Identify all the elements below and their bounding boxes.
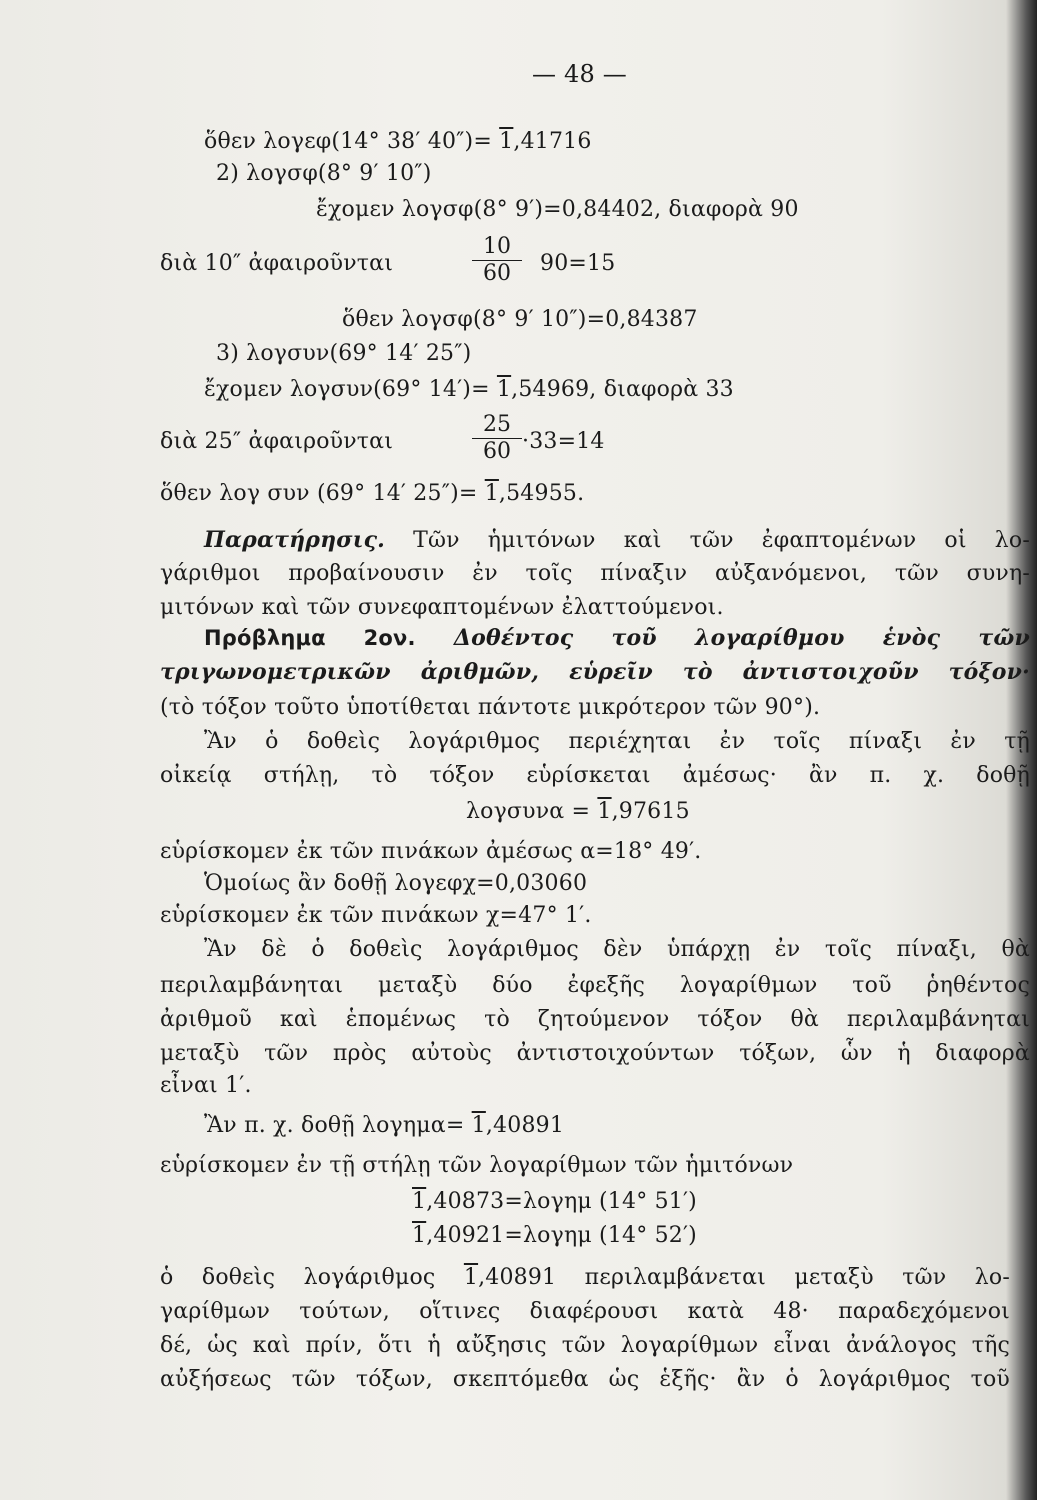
text-segment: ὁ δοθεὶς λογάριθμος — [160, 1265, 464, 1290]
text-line: περιλαμβάνηται μεταξὺ δύο ἐφεξῆς λογαρίθμων τοῦ ῥηθέντος — [160, 973, 1030, 998]
fraction — [472, 234, 522, 287]
text-line: εὑρίσκομεν ἐν τῇ στήλῃ τῶν λογαρίθμων τῶν ἡμιτόνων — [160, 1153, 794, 1178]
text-line: Ἂν ὁ δοθεὶς λογάριθμος περιέχηται ἐν τοῖς πίναξι ἐν τῇ — [204, 729, 1030, 754]
text-line: τριγωνομετρικῶν ἀριθμῶν, εὑρεῖν τὸ ἀντιστοιχοῦν τόξον· — [160, 659, 1030, 685]
text-line: 3) λογσυν(69° 14′ 25″) — [216, 341, 472, 366]
fraction-denominator: 60 — [483, 261, 511, 286]
text-line: Ἂν δὲ ὁ δοθεὶς λογάριθμος δὲν ὑπάρχῃ ἐν τοῖς πίναξι, θὰ — [204, 937, 1030, 962]
text-line: διὰ 25″ ἀφαιροῦνται — [160, 429, 394, 454]
page-number: — 48 — — [532, 60, 627, 88]
overlined-characteristic: 1 — [597, 799, 612, 824]
overlined-characteristic: 1 — [496, 377, 512, 402]
text-line — [204, 1112, 564, 1140]
text-line — [160, 480, 584, 508]
text-segment: Δοθέντος τοῦ λογαρίθμου ἑνὸς τῶν — [415, 625, 1030, 651]
text-line — [204, 526, 1030, 555]
text-segment: ὅθεν λογ συν (69° 14′ 25″)= — [160, 481, 485, 506]
text-segment: ὅθεν λογεφ(14° 38′ 40″)= — [204, 129, 500, 154]
overlined-characteristic: 1 — [471, 1113, 486, 1138]
text-line: Ὁμοίως ἂν δοθῇ λογεφχ=0,03060 — [204, 871, 588, 896]
text-line: οἰκείᾳ στήλῃ, τὸ τόξον εὑρίσκεται ἀμέσως· ἂν π. χ. δοθῇ — [160, 763, 1030, 788]
text-line: γάριθμοι προβαίνουσιν ἐν τοῖς πίναξιν αὐξανόμενοι, τῶν συνη- — [160, 561, 1030, 586]
fraction-numerator: 25 — [483, 412, 511, 437]
text-line: ἀριθμοῦ καὶ ἑπομένως τὸ ζητούμενον τόξον θὰ περιλαμβάνηται — [160, 1007, 1030, 1032]
text-line: δέ, ὡς καὶ πρίν, ὅτι ἡ αὔξησις τῶν λογαρίθμων εἶναι ἀνάλογος τῆς — [160, 1333, 1010, 1358]
text-segment: Ἂν π. χ. δοθῇ λογημα= — [204, 1113, 472, 1138]
text-line: μεταξὺ τῶν πρὸς αὐτοὺς ἀντιστοιχούντων τόξων, ὧν ἡ διαφορὰ — [160, 1041, 1030, 1066]
text-line: εὑρίσκομεν ἐκ τῶν πινάκων χ=47° 1′. — [160, 903, 592, 928]
problem-heading: Πρόβλημα 2ον. — [204, 626, 416, 650]
text-line — [160, 1264, 1010, 1292]
text-segment: ,40891 περιλαμβάνεται μεταξὺ τῶν λο- — [478, 1265, 1010, 1290]
text-segment: ,97615 — [611, 799, 690, 824]
fraction-numerator: 10 — [483, 234, 511, 259]
overlined-characteristic: 1 — [484, 481, 499, 506]
text-segment: ,40891 — [485, 1113, 565, 1138]
text-line: ἔχομεν λογσφ(8° 9′)=0,84402, διαφορὰ 90 — [316, 197, 799, 222]
text-segment: ,41716 — [513, 129, 592, 154]
overlined-characteristic: 1 — [412, 1223, 427, 1248]
text-segment: ,54955. — [498, 481, 585, 506]
text-line: εὑρίσκομεν ἐκ τῶν πινάκων ἀμέσως α=18° 49′. — [160, 839, 702, 864]
overlined-characteristic: 1 — [463, 1265, 479, 1290]
text-segment: ἔχομεν λογσυν(69° 14′)= — [204, 377, 497, 402]
text-line: ·33=14 — [522, 429, 605, 454]
remark-heading: Παρατήρησις. — [204, 527, 386, 553]
text-line: διὰ 10″ ἀφαιροῦνται — [160, 251, 394, 276]
text-line — [204, 376, 734, 404]
text-line — [204, 624, 1030, 653]
fraction — [472, 412, 522, 465]
text-segment: Τῶν ἡμιτόνων καὶ τῶν ἐφαπτομένων οἱ λο- — [385, 528, 1030, 553]
text-line — [412, 1188, 697, 1216]
text-line — [466, 798, 690, 826]
text-segment: ,40921=λογημ (14° 52′) — [426, 1223, 697, 1248]
text-segment: ,40873=λογημ (14° 51′) — [426, 1189, 697, 1214]
text-segment: λογσυνα = — [466, 799, 598, 824]
text-line: μιτόνων καὶ τῶν συνεφαπτομένων ἐλαττούμενοι. — [160, 595, 724, 620]
text-line: εἶναι 1′. — [160, 1073, 252, 1098]
text-line: (τὸ τόξον τοῦτο ὑποτίθεται πάντοτε μικρότερον τῶν 90°). — [160, 695, 821, 720]
fraction-denominator: 60 — [483, 439, 511, 464]
text-segment: ,54969, διαφορὰ 33 — [511, 377, 734, 402]
text-line — [412, 1222, 697, 1250]
text-line: γαρίθμων τούτων, οἵτινες διαφέρουσι κατὰ 48· παραδεχόμενοι — [160, 1299, 1010, 1324]
text-line: 2) λογσφ(8° 9′ 10″) — [216, 161, 432, 186]
overlined-characteristic: 1 — [412, 1189, 427, 1214]
text-line: ὅθεν λογσφ(8° 9′ 10″)=0,84387 — [342, 307, 698, 332]
text-line — [204, 128, 592, 156]
text-line: αὐξήσεως τῶν τόξων, σκεπτόμεθα ὡς ἑξῆς· ἂν ὁ λογάριθμος τοῦ — [160, 1367, 1010, 1392]
text-line: 90=15 — [540, 251, 616, 276]
overlined-characteristic: 1 — [499, 129, 514, 154]
